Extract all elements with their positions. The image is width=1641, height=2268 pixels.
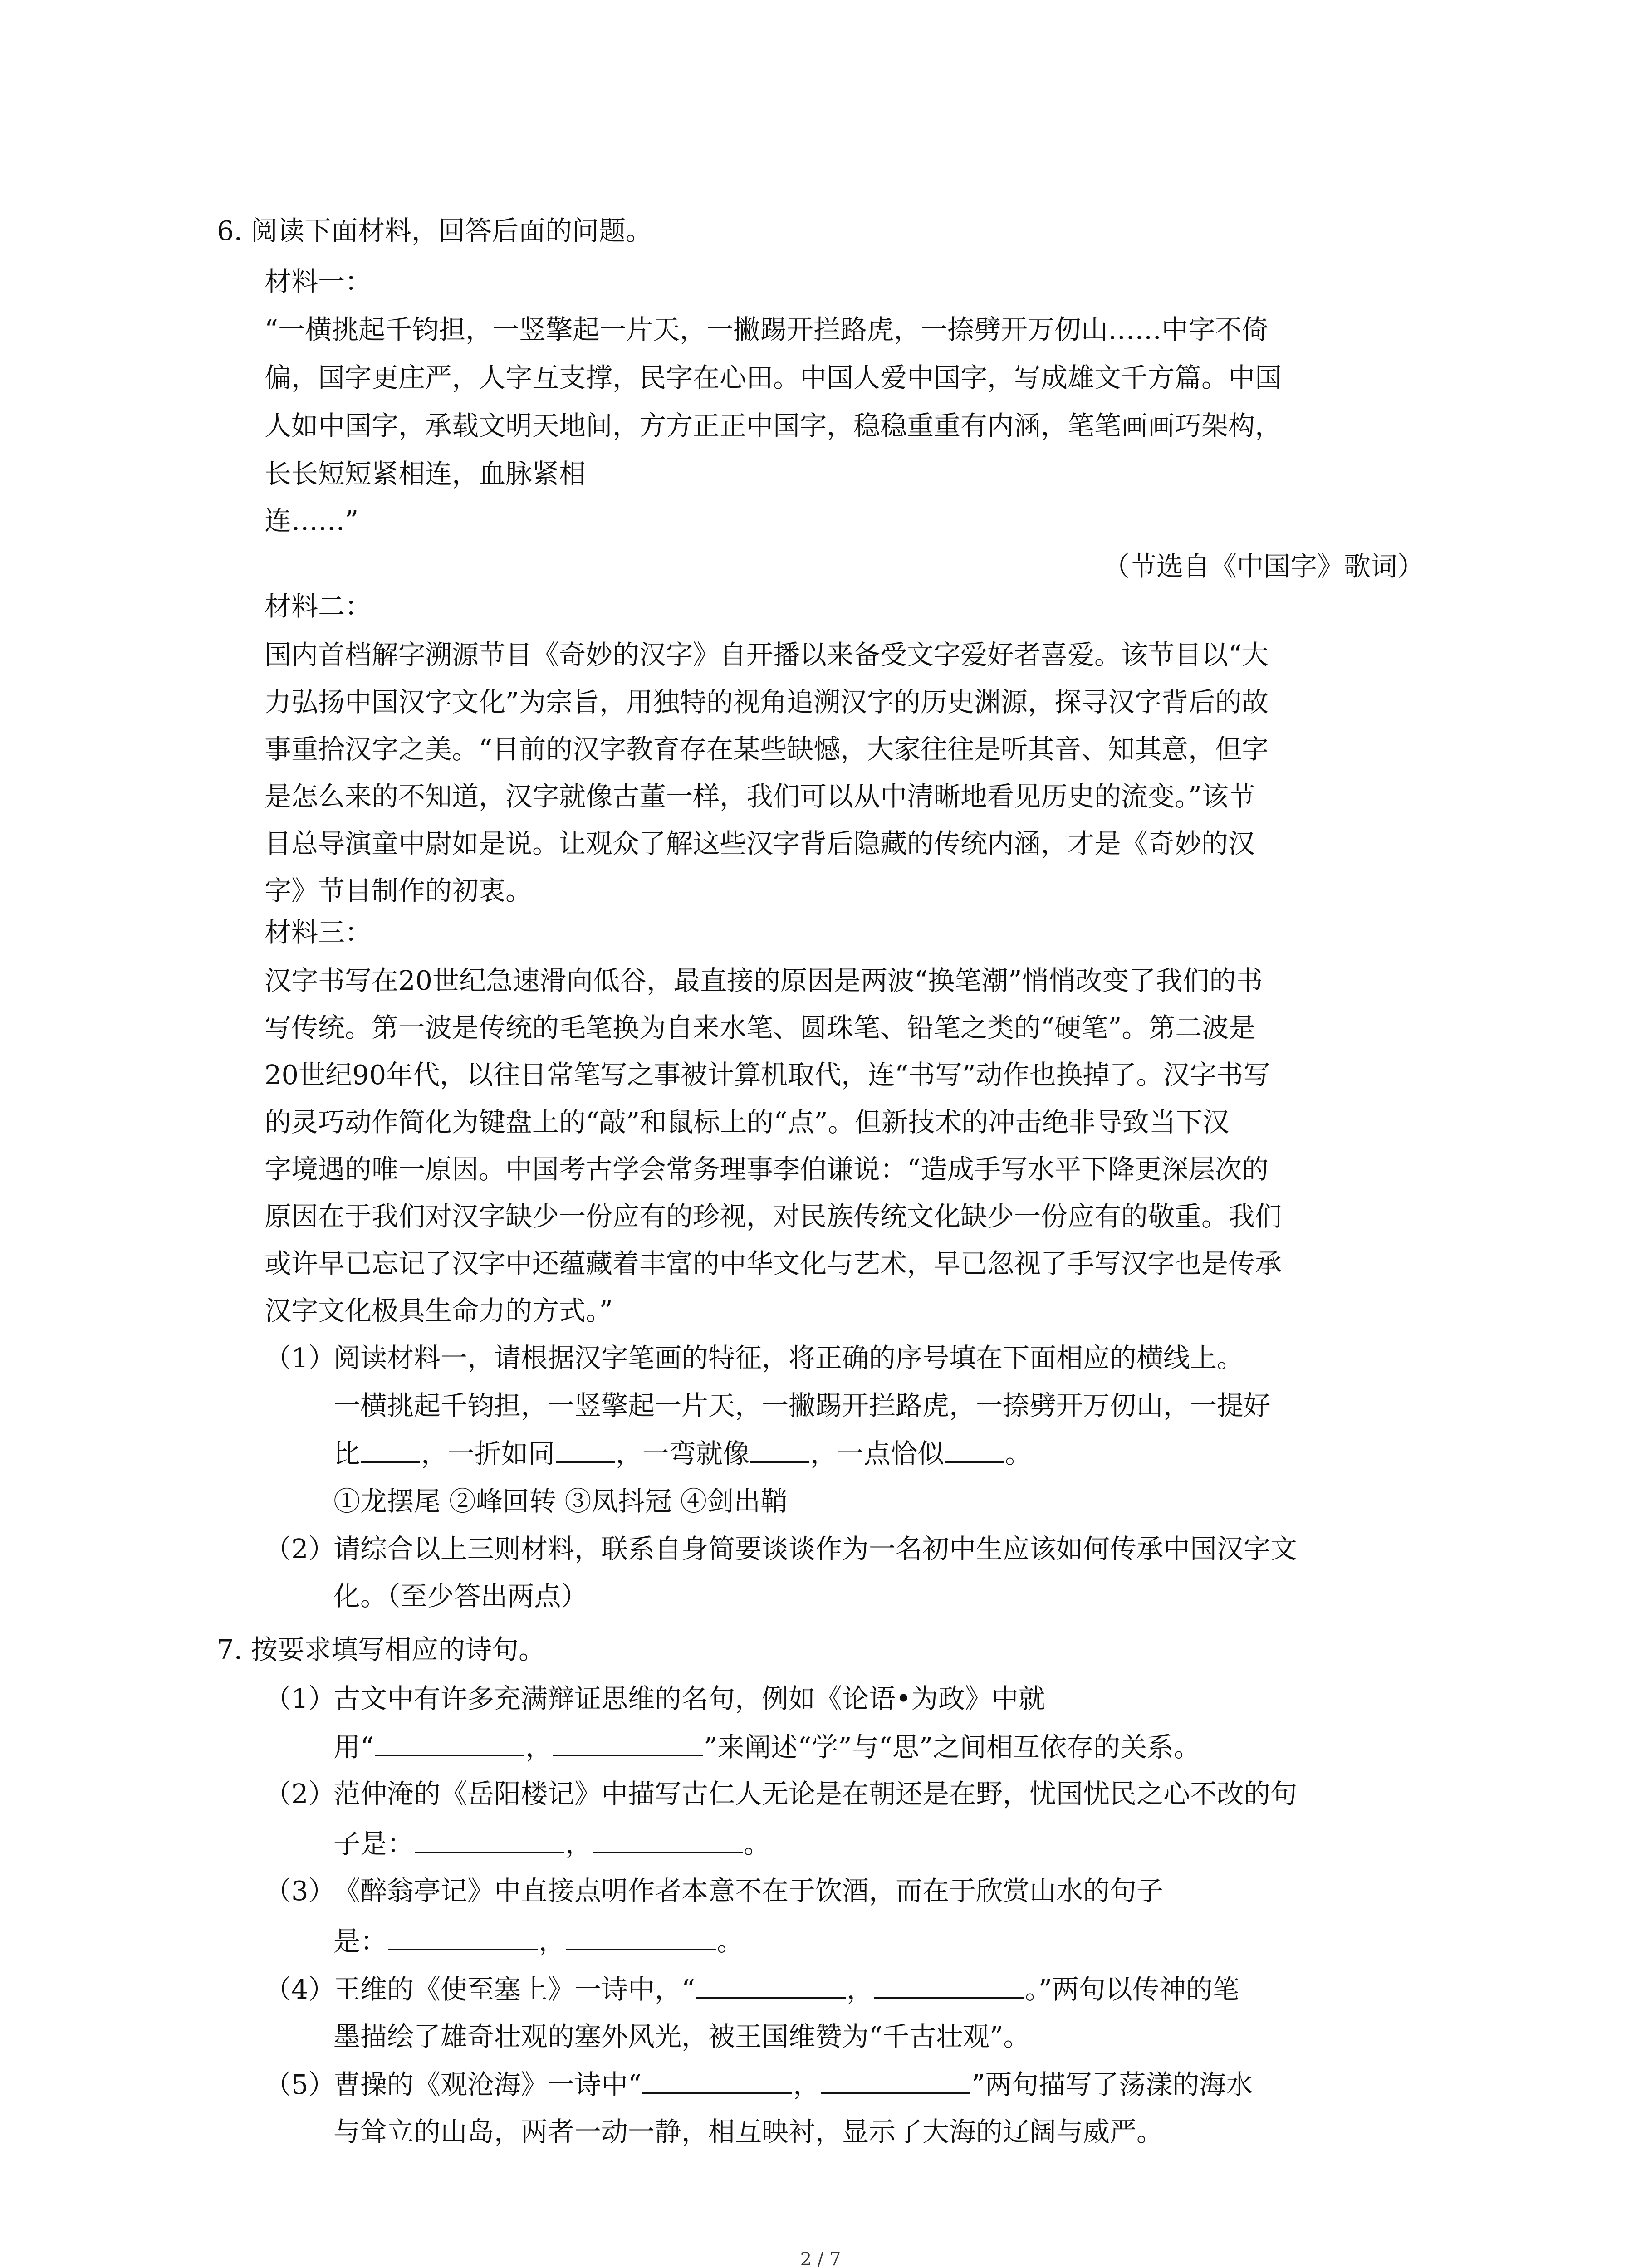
answer-blank[interactable] <box>375 1728 524 1756</box>
page-number: 2 / 7 <box>800 2249 841 2268</box>
material-1-source: （节选自《中国字》歌词） <box>1102 551 1424 582</box>
material-3-label: 材料三： <box>265 917 372 948</box>
material-2-line: 目总导演童中尉如是说。让观众了解这些汉字背后隐藏的传统内涵，才是《奇妙的汉 <box>265 828 1255 859</box>
subquestion-2-prompt: 化。（至少答出两点） <box>333 1580 588 1612</box>
material-3-line: 的灵巧动作简化为键盘上的“敲”和鼠标上的“点”。但新技术的冲击绝非导致当下汉 <box>265 1106 1230 1138</box>
poem-item-3-fill-line: 是： ， 。 <box>333 1920 744 1962</box>
poem-item-3-prompt: 《醉翁亭记》中直接点明作者本意不在于饮酒，而在于欣赏山水的句子 <box>333 1875 1164 1906</box>
answer-blank[interactable] <box>553 1728 703 1756</box>
poem-item-2-prompt: 范仲淹的《岳阳楼记》中描写古仁人无论是在朝还是在野，忧国忧民之心不改的句 <box>333 1778 1298 1809</box>
answer-blank[interactable] <box>696 1970 846 1999</box>
poem-item-4-number: （4） <box>265 1974 335 2005</box>
poem-item-1-number: （1） <box>265 1683 335 1714</box>
poem-item-5-prompt: 与耸立的山岛，两者一动一静，相互映衬，显示了大海的辽阔与威严。 <box>333 2116 1164 2147</box>
poem-item-5-number: （5） <box>265 2069 335 2100</box>
material-1-line: 人如中国字，承载文明天地间，方方正正中国字，稳稳重重有内涵，笔笔画画巧架构， <box>265 410 1282 441</box>
material-3-line: 20世纪90年代，以往日常笔写之事被计算机取代，连“书写”动作也换掉了。汉字书写 <box>265 1059 1270 1090</box>
material-3-line: 汉字书写在20世纪急速滑向低谷，最直接的原因是两波“换笔潮”悄悄改变了我们的书 <box>265 965 1263 996</box>
answer-blank[interactable] <box>642 2065 792 2094</box>
answer-blank[interactable] <box>593 1824 743 1853</box>
material-2-line: 力弘扬中国汉字文化”为宗旨，用独特的视角追溯汉字的历史渊源，探寻汉字背后的故 <box>265 686 1269 718</box>
subquestion-1-options: ①龙摆尾 ②峰回转 ③凤抖冠 ④剑出鞘 <box>333 1486 788 1517</box>
poem-item-5-fill-line: 曹操的《观沧海》一诗中“ ， ”两句描写了荡漾的海水 <box>333 2063 1253 2106</box>
material-2-label: 材料二： <box>265 591 372 622</box>
material-3-line: 字境遇的唯一原因。中国考古学会常务理事李伯谦说：“造成手写水平下降更深层次的 <box>265 1154 1269 1185</box>
material-1-line: 长长短短紧相连，血脉紧相 <box>265 458 586 489</box>
answer-blank[interactable] <box>388 1922 538 1950</box>
answer-blank[interactable] <box>556 1434 615 1463</box>
answer-blank[interactable] <box>566 1922 716 1950</box>
subquestion-2-number: （2） <box>265 1533 335 1564</box>
material-1-label: 材料一： <box>265 266 372 297</box>
poem-item-1-fill-line: 用“ ， ”来阐述“学”与“思”之间相互依存的关系。 <box>333 1726 1200 1768</box>
material-3-line: 汉字文化极具生命力的方式。” <box>265 1295 613 1326</box>
material-2-line: 字》节目制作的初衷。 <box>265 875 533 906</box>
material-3-line: 原因在于我们对汉字缺少一份应有的珍视，对民族传统文化缺少一份应有的敬重。我们 <box>265 1201 1282 1232</box>
question-7-title: 7. 按要求填写相应的诗句。 <box>217 1634 546 1665</box>
material-2-line: 事重拾汉字之美。“目前的汉字教育存在某些缺憾，大家往往是听其音、知其意，但字 <box>265 733 1269 765</box>
answer-blank[interactable] <box>361 1434 420 1463</box>
answer-blank[interactable] <box>874 1970 1024 1999</box>
answer-blank[interactable] <box>750 1434 809 1463</box>
material-1-line: “一横挑起千钧担，一竖擎起一片天，一撇踢开拦路虎，一捺劈开万仞山……中字不倚 <box>265 314 1269 345</box>
poem-item-4-fill-line: 王维的《使至塞上》一诗中，“ ， 。”两句以传神的笔 <box>333 1968 1239 2010</box>
answer-blank[interactable] <box>415 1824 564 1853</box>
answer-blank[interactable] <box>821 2065 970 2094</box>
material-1-line: 偏，国字更庄严，人字互支撑，民字在心田。中国人爱中国字，写成雄文千方篇。中国 <box>265 362 1282 393</box>
subquestion-1-number: （1） <box>265 1342 335 1374</box>
poem-item-1-prompt: 古文中有许多充满辩证思维的名句，例如《论语•为政》中就 <box>333 1683 1045 1714</box>
subquestion-1-prompt: 阅读材料一，请根据汉字笔画的特征，将正确的序号填在下面相应的横线上。 <box>333 1342 1244 1374</box>
material-2-line: 是怎么来的不知道，汉字就像古董一样，我们可以从中清晰地看见历史的流变。”该节 <box>265 781 1255 812</box>
material-3-line: 或许早已忘记了汉字中还蕴藏着丰富的中华文化与艺术，早已忽视了手写汉字也是传承 <box>265 1248 1282 1279</box>
material-3-line: 写传统。第一波是传统的毛笔换为自来水笔、圆珠笔、铅笔之类的“硬笔”。第二波是 <box>265 1012 1256 1043</box>
poem-item-2-number: （2） <box>265 1778 335 1809</box>
material-1-line: 连……” <box>265 505 359 536</box>
subquestion-1-verse: 一横挑起千钧担，一竖擎起一片天，一撇踢开拦路虎，一捺劈开万仞山，一提好 <box>333 1390 1271 1421</box>
answer-blank[interactable] <box>945 1434 1004 1463</box>
poem-item-3-number: （3） <box>265 1875 335 1906</box>
subquestion-2-prompt: 请综合以上三则材料，联系自身简要谈谈作为一名初中生应该如何传承中国汉字文 <box>333 1533 1298 1564</box>
material-2-line: 国内首档解字溯源节目《奇妙的汉字》自开播以来备受文字爱好者喜爱。该节目以“大 <box>265 639 1269 670</box>
poem-item-4-prompt: 墨描绘了雄奇壮观的塞外风光，被王国维赞为“千古壮观”。 <box>333 2021 1030 2052</box>
question-6-title: 6. 阅读下面材料，回答后面的问题。 <box>217 215 653 246</box>
subquestion-1-fill-line: 比 ，一折如同 ，一弯就像 ，一点恰似 。 <box>333 1432 1032 1475</box>
poem-item-2-fill-line: 子是： ， 。 <box>333 1823 770 1865</box>
